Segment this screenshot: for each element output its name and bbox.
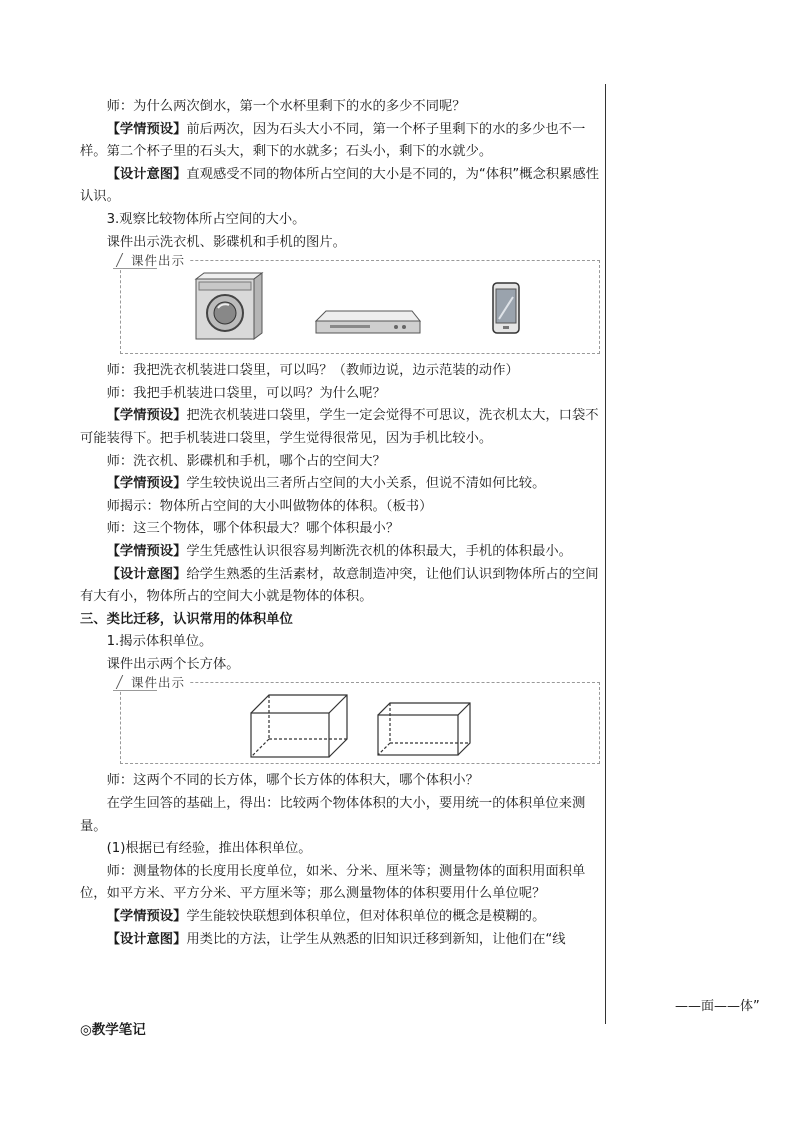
text-line: 师：这三个物体，哪个体积最大？哪个体积最小？ bbox=[106, 521, 400, 537]
text-line: (1)根据已有经验，推出体积单位。 bbox=[106, 841, 312, 857]
column-divider bbox=[605, 84, 606, 1024]
text-span: 前后两次，因为石头大小不同，第一个杯子里剩下的水的多少也不一样。第二个杯子里的石头大，剩下的水就多；石头小，剩下的水就少。 bbox=[80, 121, 586, 160]
text-line: 课件出示两个长方体。 bbox=[106, 656, 240, 672]
text-span: 给学生熟悉的生活素材，故意制造冲突，让他们认识到物体所占的空间有大有小，物体所占的空间大小就是物体的体积。 bbox=[80, 566, 599, 605]
text-span: 把洗衣机装进口袋里，学生一定会觉得不可思议，洗衣机太大，口袋不可能装得下。把手机装进口袋里，学生觉得很常见，因为手机比较小。 bbox=[80, 408, 599, 446]
text-line: 1.揭示体积单位。 bbox=[106, 634, 213, 650]
text-span: 直观感受不同的物体所占空间的大小是不同的，为“体积”概念积累感性认识。 bbox=[80, 166, 600, 205]
dvd-player-icon bbox=[316, 311, 420, 333]
tag-label: 【学情预设】 bbox=[106, 909, 187, 925]
text-line: 师：测量物体的长度用长度单位，如米、分米、厘米等；测量物体的面积用面积单位，如平方米、平方分米、平方厘米等；那么测量物体的体积要用什么单位呢？ bbox=[80, 863, 586, 902]
text-line: 师：洗衣机、影碟机和手机，哪个占的空间大？ bbox=[106, 453, 386, 469]
cuboid-icon bbox=[251, 695, 347, 757]
text-span: 学生较快说出三者所占空间的大小关系，但说不清如何比较。 bbox=[186, 476, 546, 492]
box-label: 课件出示 bbox=[117, 673, 189, 691]
text-line bbox=[80, 119, 600, 164]
text-line bbox=[80, 929, 600, 952]
text-line: 师：这两个不同的长方体，哪个长方体的体积大，哪个体积小？ bbox=[106, 773, 479, 789]
tag-label: 【学情预设】 bbox=[106, 476, 187, 492]
courseware-box-appliances bbox=[120, 253, 600, 354]
text-line: 师揭示：物体所占空间的大小叫做物体的体积。（板书） bbox=[106, 498, 433, 514]
text-line bbox=[80, 164, 600, 209]
box-label: 课件出示 bbox=[117, 251, 189, 269]
teaching-notes-label: ◎教学笔记 bbox=[80, 1022, 146, 1038]
text-line bbox=[80, 405, 600, 450]
text-span: 学生凭感性认识很容易判断洗衣机的体积最大，手机的体积最小。 bbox=[186, 543, 572, 559]
tag-label: 【学情预设】 bbox=[106, 543, 187, 559]
text-line bbox=[80, 473, 600, 496]
text-line: 师：我把洗衣机装进口袋里，可以吗？（教师边说，边示范装的动作） bbox=[106, 363, 519, 379]
mobile-phone-icon bbox=[493, 283, 519, 333]
text-line: 师：为什么两次倒水，第一个水杯里剩下的水的多少不同呢？ bbox=[106, 99, 466, 114]
tag-label: 【学情预设】 bbox=[106, 121, 187, 137]
cuboid-icon bbox=[378, 703, 470, 755]
appliance-images bbox=[121, 261, 599, 353]
tag-label: 【设计意图】 bbox=[106, 566, 187, 582]
courseware-box-cuboids bbox=[120, 675, 600, 764]
tag-label: 【设计意图】 bbox=[106, 166, 187, 182]
text-span: 用类比的方法，让学生从熟悉的旧知识迁移到新知，让他们在“线 bbox=[186, 931, 566, 947]
text-line bbox=[80, 564, 600, 609]
tag-label: 【学情预设】 bbox=[106, 408, 187, 424]
cuboid-images bbox=[121, 683, 599, 763]
text-line: 在学生回答的基础上，得出：比较两个物体体积的大小，要用统一的体积单位来测量。 bbox=[80, 796, 586, 834]
text-line: 课件出示洗衣机、影碟机和手机的图片。 bbox=[106, 234, 346, 250]
text-line bbox=[80, 541, 600, 564]
text-line: 3.观察比较物体所占空间的大小。 bbox=[106, 211, 306, 227]
section-heading: 三、类比迁移，认识常用的体积单位 bbox=[80, 611, 293, 627]
text-span: 学生能较快联想到体积单位，但对体积单位的概念是模糊的。 bbox=[186, 909, 546, 925]
main-column bbox=[80, 96, 600, 951]
washing-machine-icon bbox=[196, 273, 262, 339]
tag-label: 【设计意图】 bbox=[106, 931, 187, 947]
text-line: 师：我把手机装进口袋里，可以吗？为什么呢？ bbox=[106, 385, 386, 401]
side-note: ——面——体” bbox=[675, 999, 760, 1014]
text-line bbox=[80, 906, 600, 929]
